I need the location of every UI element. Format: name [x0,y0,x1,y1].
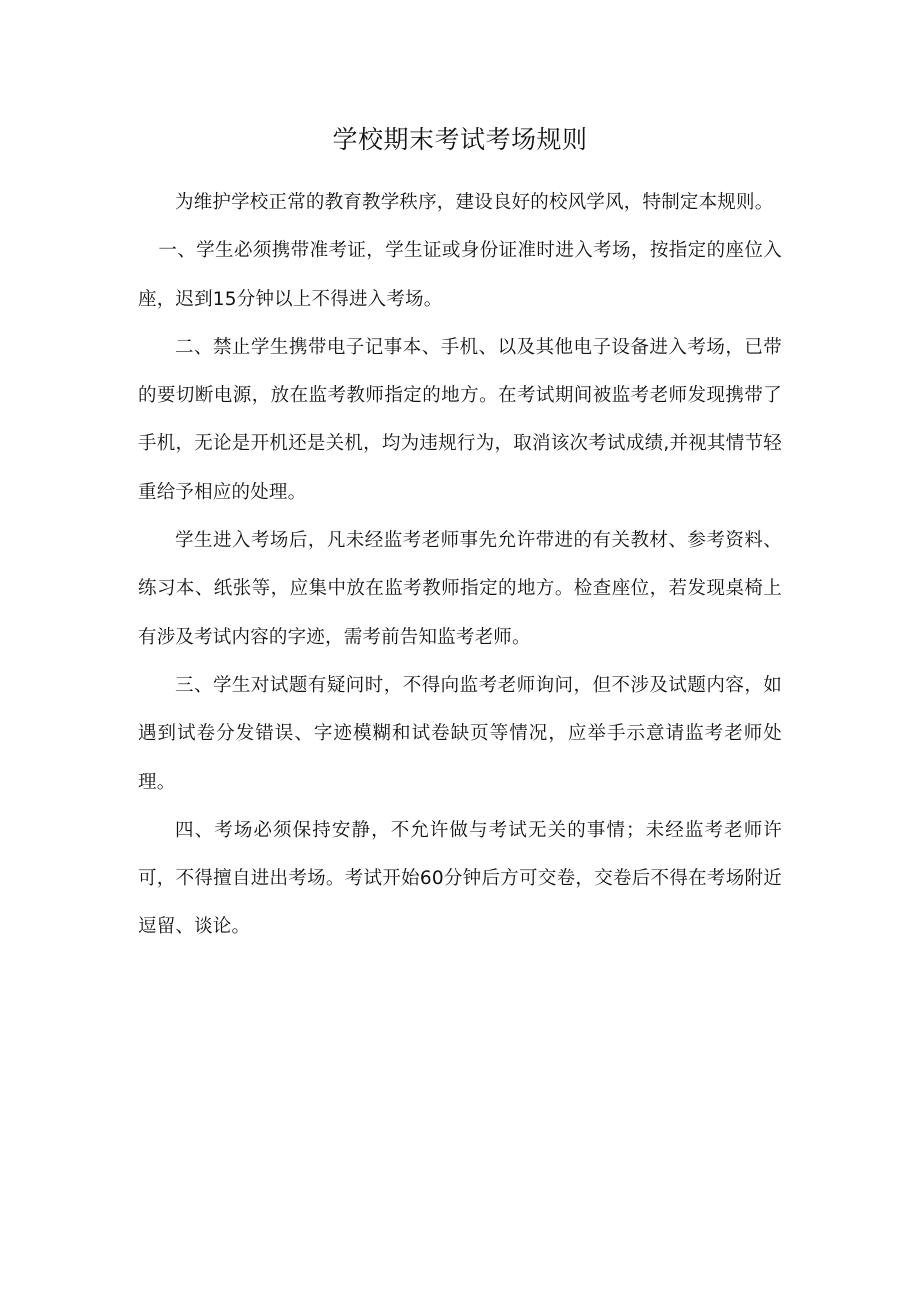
rule-2-supplement-paragraph: 学生进入考场后，凡未经监考老师事先允许带进的有关教材、参考资料、练习本、纸张等，应集中放在监考教师指定的地方。检查座位，若发现桌椅上有涉及考试内容的字迹，需考前告知监考老师。 [138,530,782,648]
rule-3-paragraph: 三、学生对试题有疑问时，不得向监考老师询问，但不涉及试题内容，如遇到试卷分发错误、字迹模糊和试卷缺页等情况，应举手示意请监考老师处理。 [138,674,782,793]
document-body [138,179,782,952]
rule-1-paragraph: 一、学生必须携带准考证，学生证或身份证准时进入考场，按指定的座位入座，迟到15分钟以上不得进入考场。 [138,240,782,310]
intro-paragraph: 为维护学校正常的教育教学秩序，建设良好的校风学风，特制定本规则。 [175,192,774,213]
rule-2-paragraph: 二、禁止学生携带电子记事本、手机、以及其他电子设备进入考场，已带的要切断电源，放在监考教师指定的地方。在考试期间被监考老师发现携带了手机，无论是开机还是关机，均为违规行为，取消该次考试成绩,并视其情节轻重给予相应的处理。 [138,336,782,503]
document-title: 学校期末考试考场规则 [332,125,588,154]
rule-4-paragraph: 四、考场必须保持安静，不允许做与考试无关的事情；未经监考老师许可，不得擅自进出考场。考试开始60分钟后方可交卷，交卷后不得在考场附近逗留、谈论。 [138,819,782,938]
